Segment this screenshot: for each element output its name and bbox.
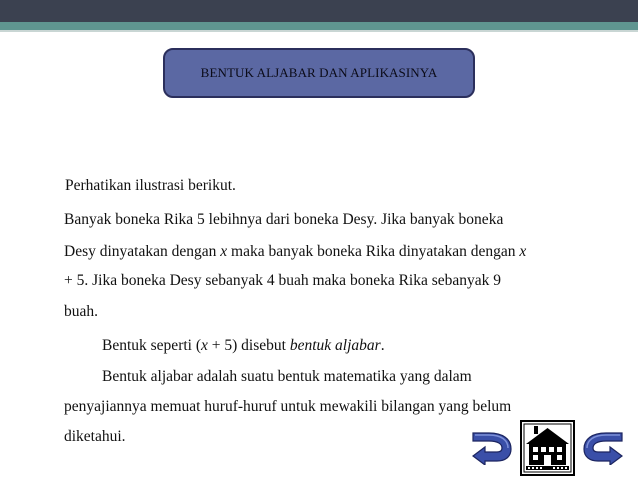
- top-accent-bar: [0, 22, 638, 30]
- paragraph-2: [102, 338, 385, 354]
- slide-title-box: [163, 48, 475, 98]
- paragraph-1-line-4: buah.: [64, 303, 99, 320]
- paragraph-1-line-3: + 5. Jika boneka Desy sebanyak 4 buah maka boneka Rika sebanyak 9: [64, 272, 502, 289]
- text-segment: maka banyak boneka Rika dinyatakan dengan: [227, 243, 520, 260]
- top-banner: [0, 0, 638, 22]
- variable-x: x: [519, 243, 527, 260]
- slide-title: BENTUK ALJABAR DAN APLIKASINYA: [200, 65, 438, 80]
- paragraph-3-line-1: Bentuk aljabar adalah suatu bentuk matematika yang dalam: [102, 368, 472, 385]
- forward-button[interactable]: [580, 427, 626, 465]
- paragraph-1-line-2: [64, 244, 526, 260]
- variable-x: x: [201, 337, 208, 354]
- variable-x: x: [220, 243, 228, 260]
- intro-text: Perhatikan ilustrasi berikut.: [65, 177, 236, 194]
- house-icon: [520, 420, 575, 476]
- text-segment: Bentuk seperti (: [102, 337, 202, 354]
- paragraph-3-line-3: diketahui.: [64, 428, 126, 445]
- term-bentuk-aljabar: bentuk aljabar: [289, 337, 381, 354]
- curved-arrow-forward-icon: [580, 427, 626, 465]
- back-button[interactable]: [469, 427, 515, 465]
- top-accent-line: [0, 30, 638, 32]
- text-segment: Desy dinyatakan dengan: [64, 243, 221, 260]
- paragraph-1-line-1: Banyak boneka Rika 5 lebihnya dari boneka Desy. Jika banyak boneka: [64, 211, 504, 228]
- paragraph-3-line-2: penyajiannya memuat huruf-huruf untuk mewakili bilangan yang belum: [64, 398, 512, 415]
- home-button[interactable]: [520, 420, 575, 476]
- curved-arrow-back-icon: [469, 427, 515, 465]
- text-segment: + 5) disebut: [207, 337, 290, 354]
- text-segment: .: [380, 337, 385, 354]
